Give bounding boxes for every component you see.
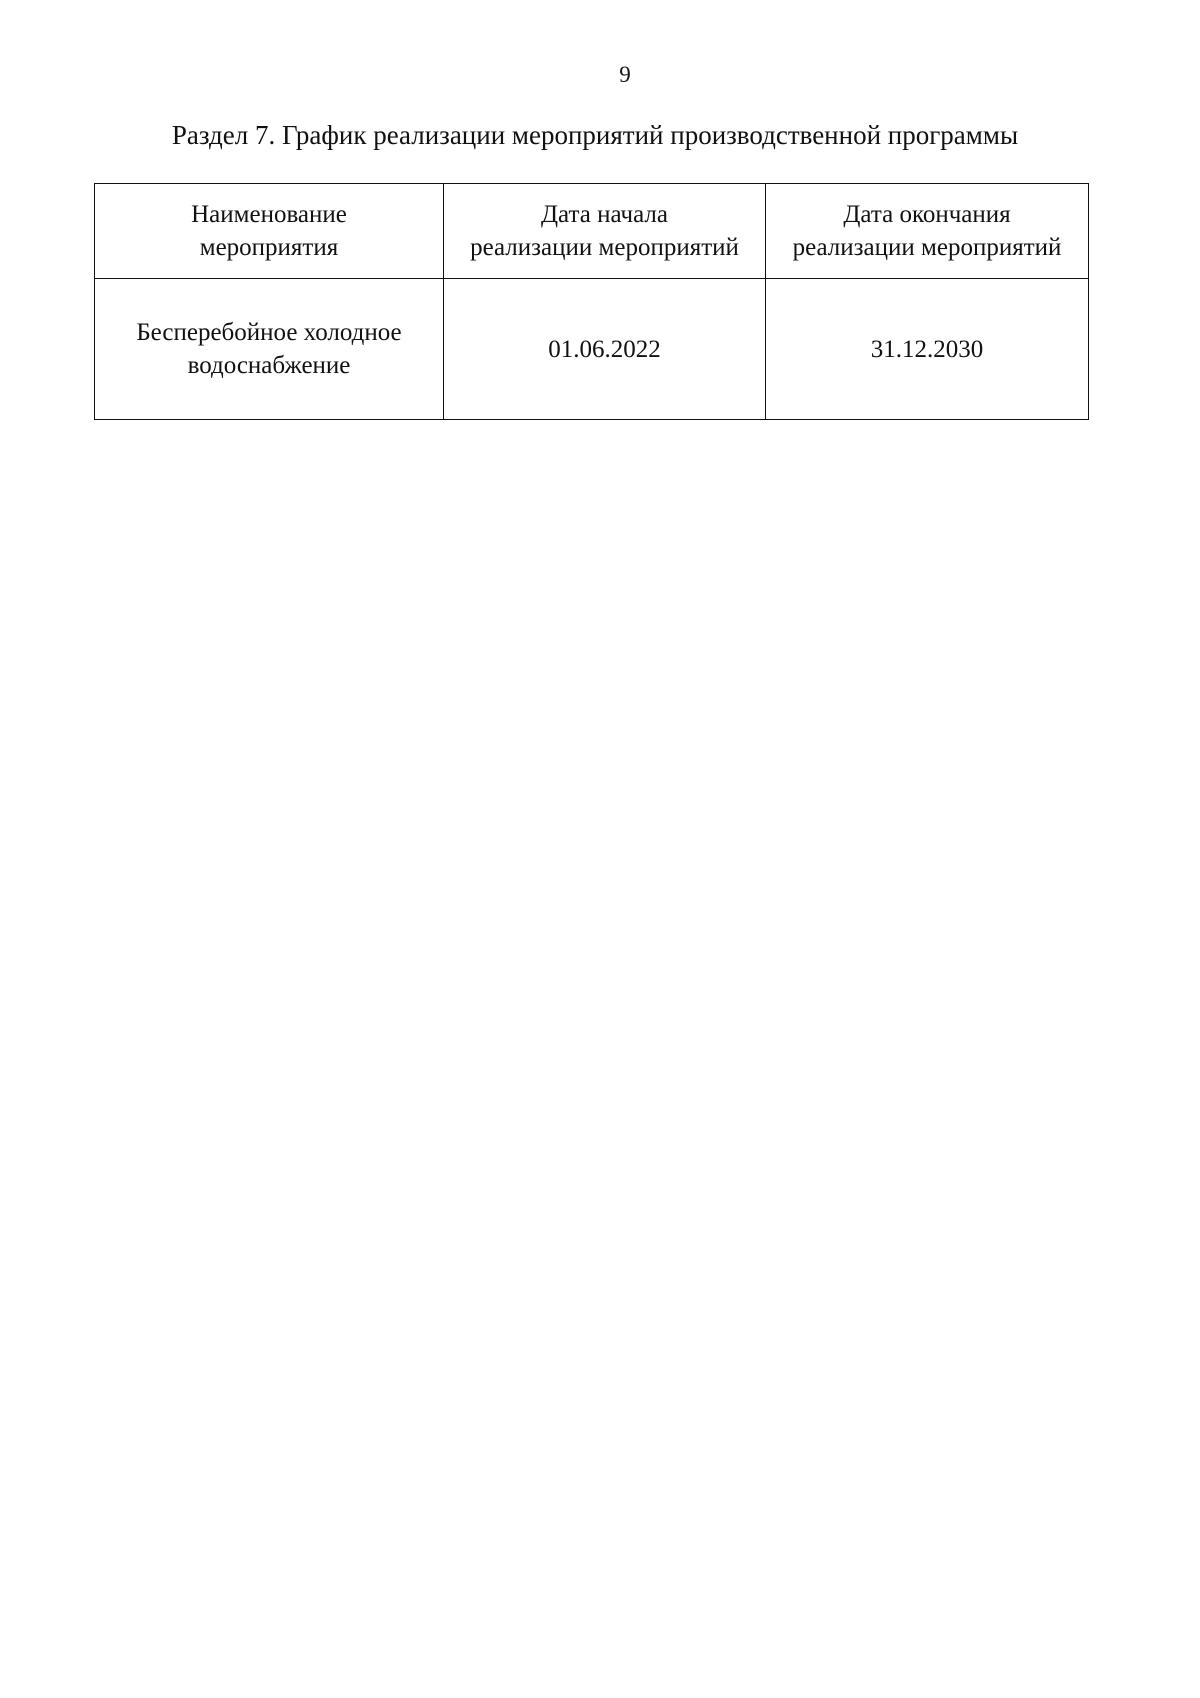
header-activity-name: [95, 184, 444, 279]
schedule-table: [94, 183, 1089, 420]
header-text-line: реализации мероприятий: [792, 234, 1062, 261]
header-text-line: Дата начала: [540, 201, 668, 228]
table-row: [95, 279, 1089, 420]
cell-text-line: Бесперебойное холодное: [136, 319, 402, 346]
page-number: 9: [619, 62, 631, 87]
cell-activity-name: [95, 279, 444, 420]
section-title: Раздел 7. График реализации мероприятий производственной программы: [171, 120, 1019, 150]
header-text-line: реализации мероприятий: [470, 234, 739, 261]
header-text-line: Дата окончания: [843, 201, 1011, 228]
header-text-line: мероприятия: [199, 234, 339, 261]
header-end-date: [766, 184, 1089, 279]
header-text-line: Наименование: [191, 201, 347, 228]
cell-start-date: 01.06.2022: [444, 279, 766, 420]
header-start-date: [444, 184, 766, 279]
table-header-row: [95, 184, 1089, 279]
cell-text-line: водоснабжение: [187, 352, 351, 379]
cell-end-date: 31.12.2030: [766, 279, 1089, 420]
